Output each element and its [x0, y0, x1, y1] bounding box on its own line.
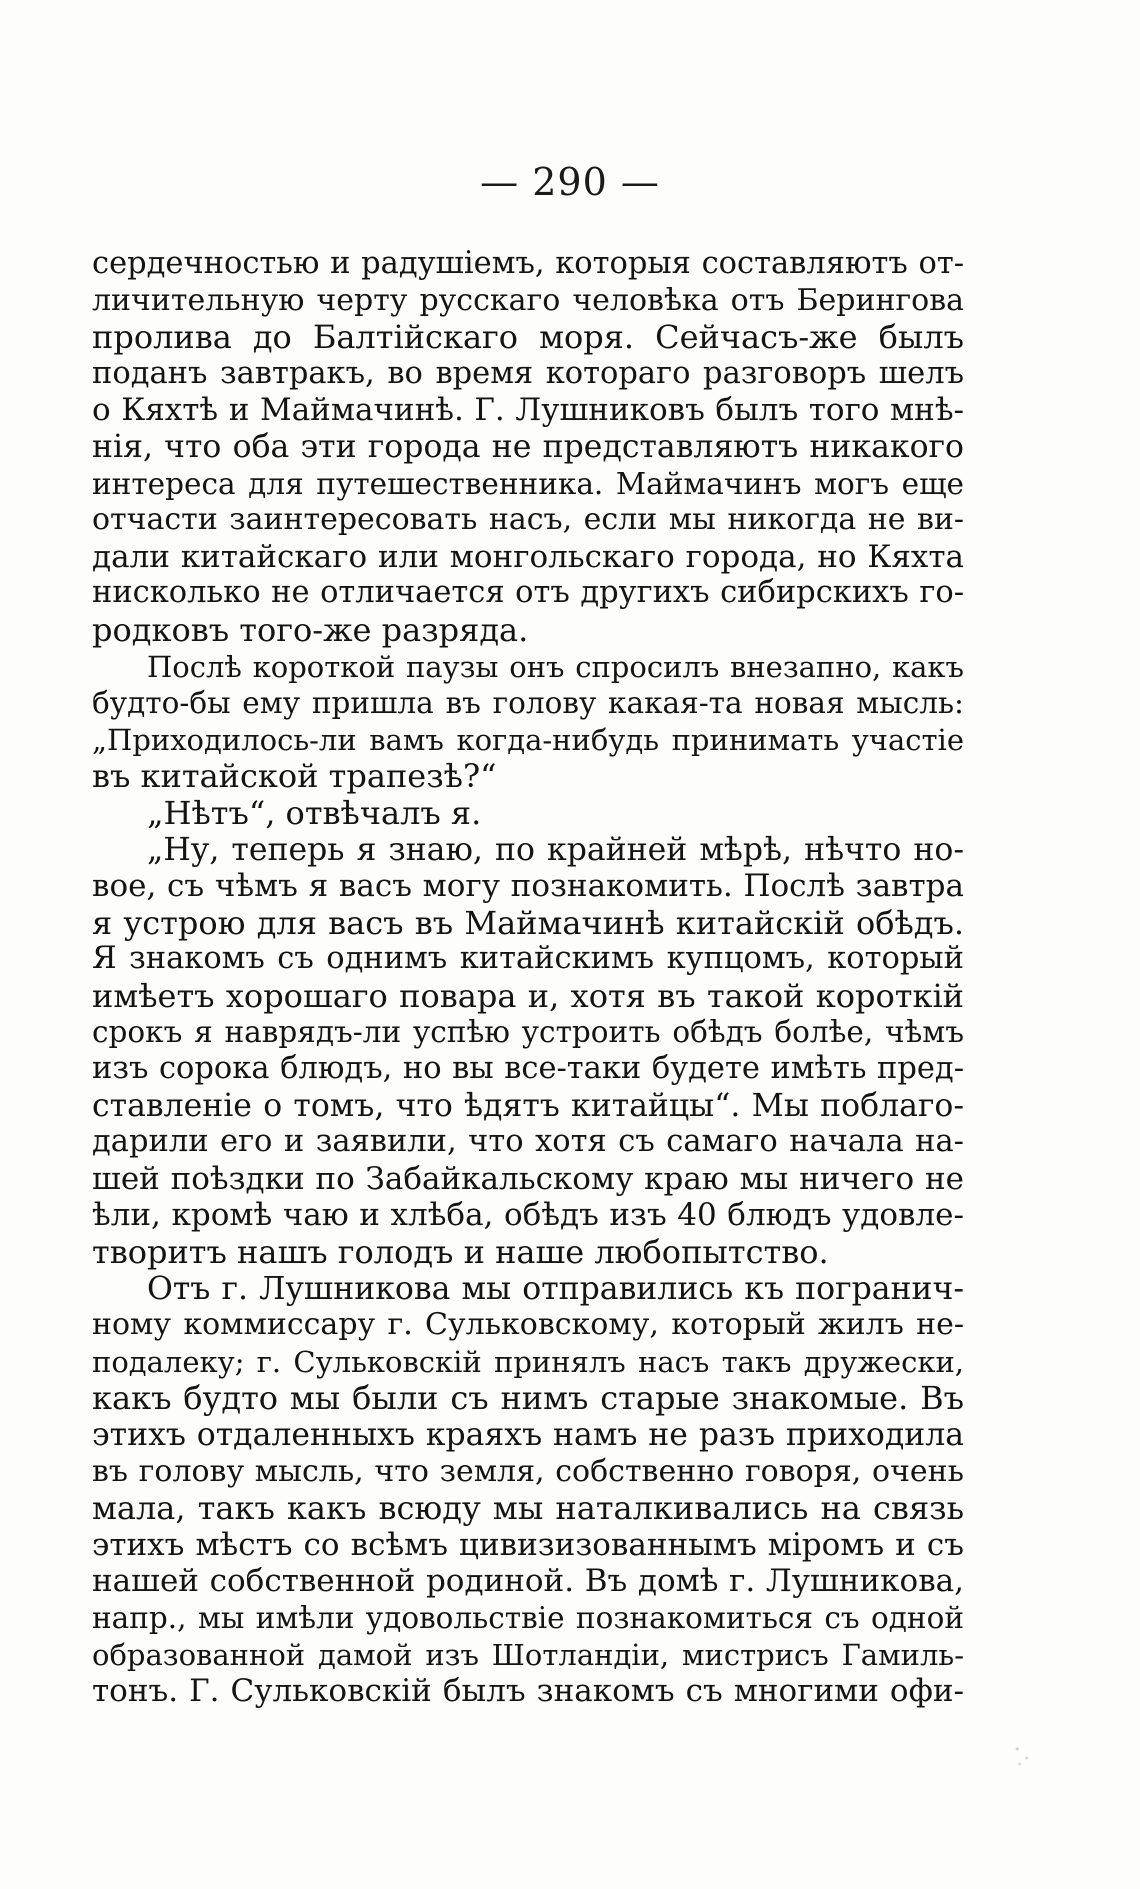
text-line: я устрою для васъ въ Маймачинѣ китайскій обѣдъ. [92, 903, 964, 942]
text-line: напр., мы имѣли удовольствіе познакомиться съ одной [92, 1600, 964, 1635]
body-text [92, 246, 964, 1710]
text-line: ставленіе о томъ, что ѣдятъ китайцы“. Мы поблаго- [92, 1087, 964, 1124]
text-line: образованной дамой изъ Шотландіи, мистрисъ Гамиль- [92, 1637, 964, 1672]
text-line: будто-бы ему пришла въ голову какая-та новая мысль: [92, 686, 964, 721]
text-line: личительную черту русскаго человѣка отъ Берингова [92, 282, 964, 318]
text-line: мала, такъ какъ всюду мы наталкивались на связь [92, 1489, 964, 1528]
text-line: Послѣ короткой паузы онъ спросилъ внезапно, какъ [147, 649, 964, 684]
text-line: въ китайской трапезѣ?“ [92, 757, 497, 796]
text-line: въ голову мысль, что земля, собственно говоря, очень [92, 1453, 964, 1489]
text-line: нія, что оба эти города не представляютъ никакого [92, 428, 964, 465]
text-line: о Кяхтѣ и Маймачинѣ. Г. Лушниковъ былъ того мнѣ- [92, 392, 964, 429]
text-line: отчасти заинтересовать насъ, если мы никогда не ви- [92, 502, 964, 538]
text-line: нисколько не отличается отъ другихъ сибирскихъ го- [92, 575, 964, 611]
text-line: вое, съ чѣмъ я васъ могу познакомить. Послѣ завтра [92, 868, 964, 905]
text-line: этихъ отдаленныхъ краяхъ намъ не разъ приходила [92, 1417, 964, 1453]
text-line: творитъ нашъ голодъ и наше любопытство. [92, 1233, 829, 1272]
text-line: дарили его и заявили, что хотя съ самаго начала на- [92, 1124, 964, 1160]
text-line: „Ну, теперь я знаю, по крайней мѣрѣ, нѣчто но- [147, 831, 964, 868]
text-line: Отъ г. Лушникова мы отправились къ погранич- [147, 1270, 964, 1307]
text-line: „Нѣтъ“, отвѣчалъ я. [147, 793, 482, 832]
text-line: поданъ завтракъ, во время котораго разговоръ шелъ [92, 355, 964, 391]
text-line: изъ сорока блюдъ, но вы все-таки будете имѣть пред- [92, 1051, 964, 1087]
text-line: имѣетъ хорошаго повара и, хотя въ такой короткій [92, 976, 964, 1015]
text-line: шей поѣздки по Забайкальскому краю мы ничего не [92, 1160, 964, 1197]
text-line: тонъ. Г. Сульковскій былъ знакомъ съ многими офи- [92, 1673, 964, 1710]
text-line: срокъ я наврядъ-ли успѣю устроить обѣдъ болѣе, чѣмъ [92, 1015, 964, 1050]
text-line: родковъ того-же разряда. [92, 610, 529, 649]
page-number: — 290 — [480, 160, 660, 204]
text-line: ѣли, кромѣ чаю и хлѣба, обѣдъ изъ 40 блюдъ удовле- [92, 1197, 964, 1234]
text-line: этихъ мѣстъ со всѣмъ цивизизованнымъ міромъ и съ [92, 1526, 964, 1563]
text-line: подалеку; г. Сульковскій принялъ насъ такъ дружески, [92, 1344, 964, 1379]
text-line: нашей собственной родиной. Въ домѣ г. Лушникова, [92, 1563, 964, 1600]
text-line: „Приходилось-ли вамъ когда-нибудь принимать участіе [92, 722, 964, 757]
text-line: интереса для путешественника. Маймачинъ могъ еще [92, 466, 964, 501]
text-line: ному коммиссару г. Сульковскому, который жилъ не- [92, 1307, 964, 1343]
text-line: Я знакомъ съ однимъ китайскимъ купцомъ, который [92, 941, 964, 977]
text-line: сердечностью и радушіемъ, которыя составляютъ от- [92, 246, 964, 281]
paper-speck [1010, 1740, 1034, 1770]
text-line: дали китайскаго или монгольскаго города, но Кяхта [92, 538, 964, 575]
text-line: какъ будто мы были съ нимъ старые знакомые. Въ [92, 1379, 964, 1418]
text-line: пролива до Балтійскаго моря. Сейчасъ-же былъ [92, 318, 964, 357]
